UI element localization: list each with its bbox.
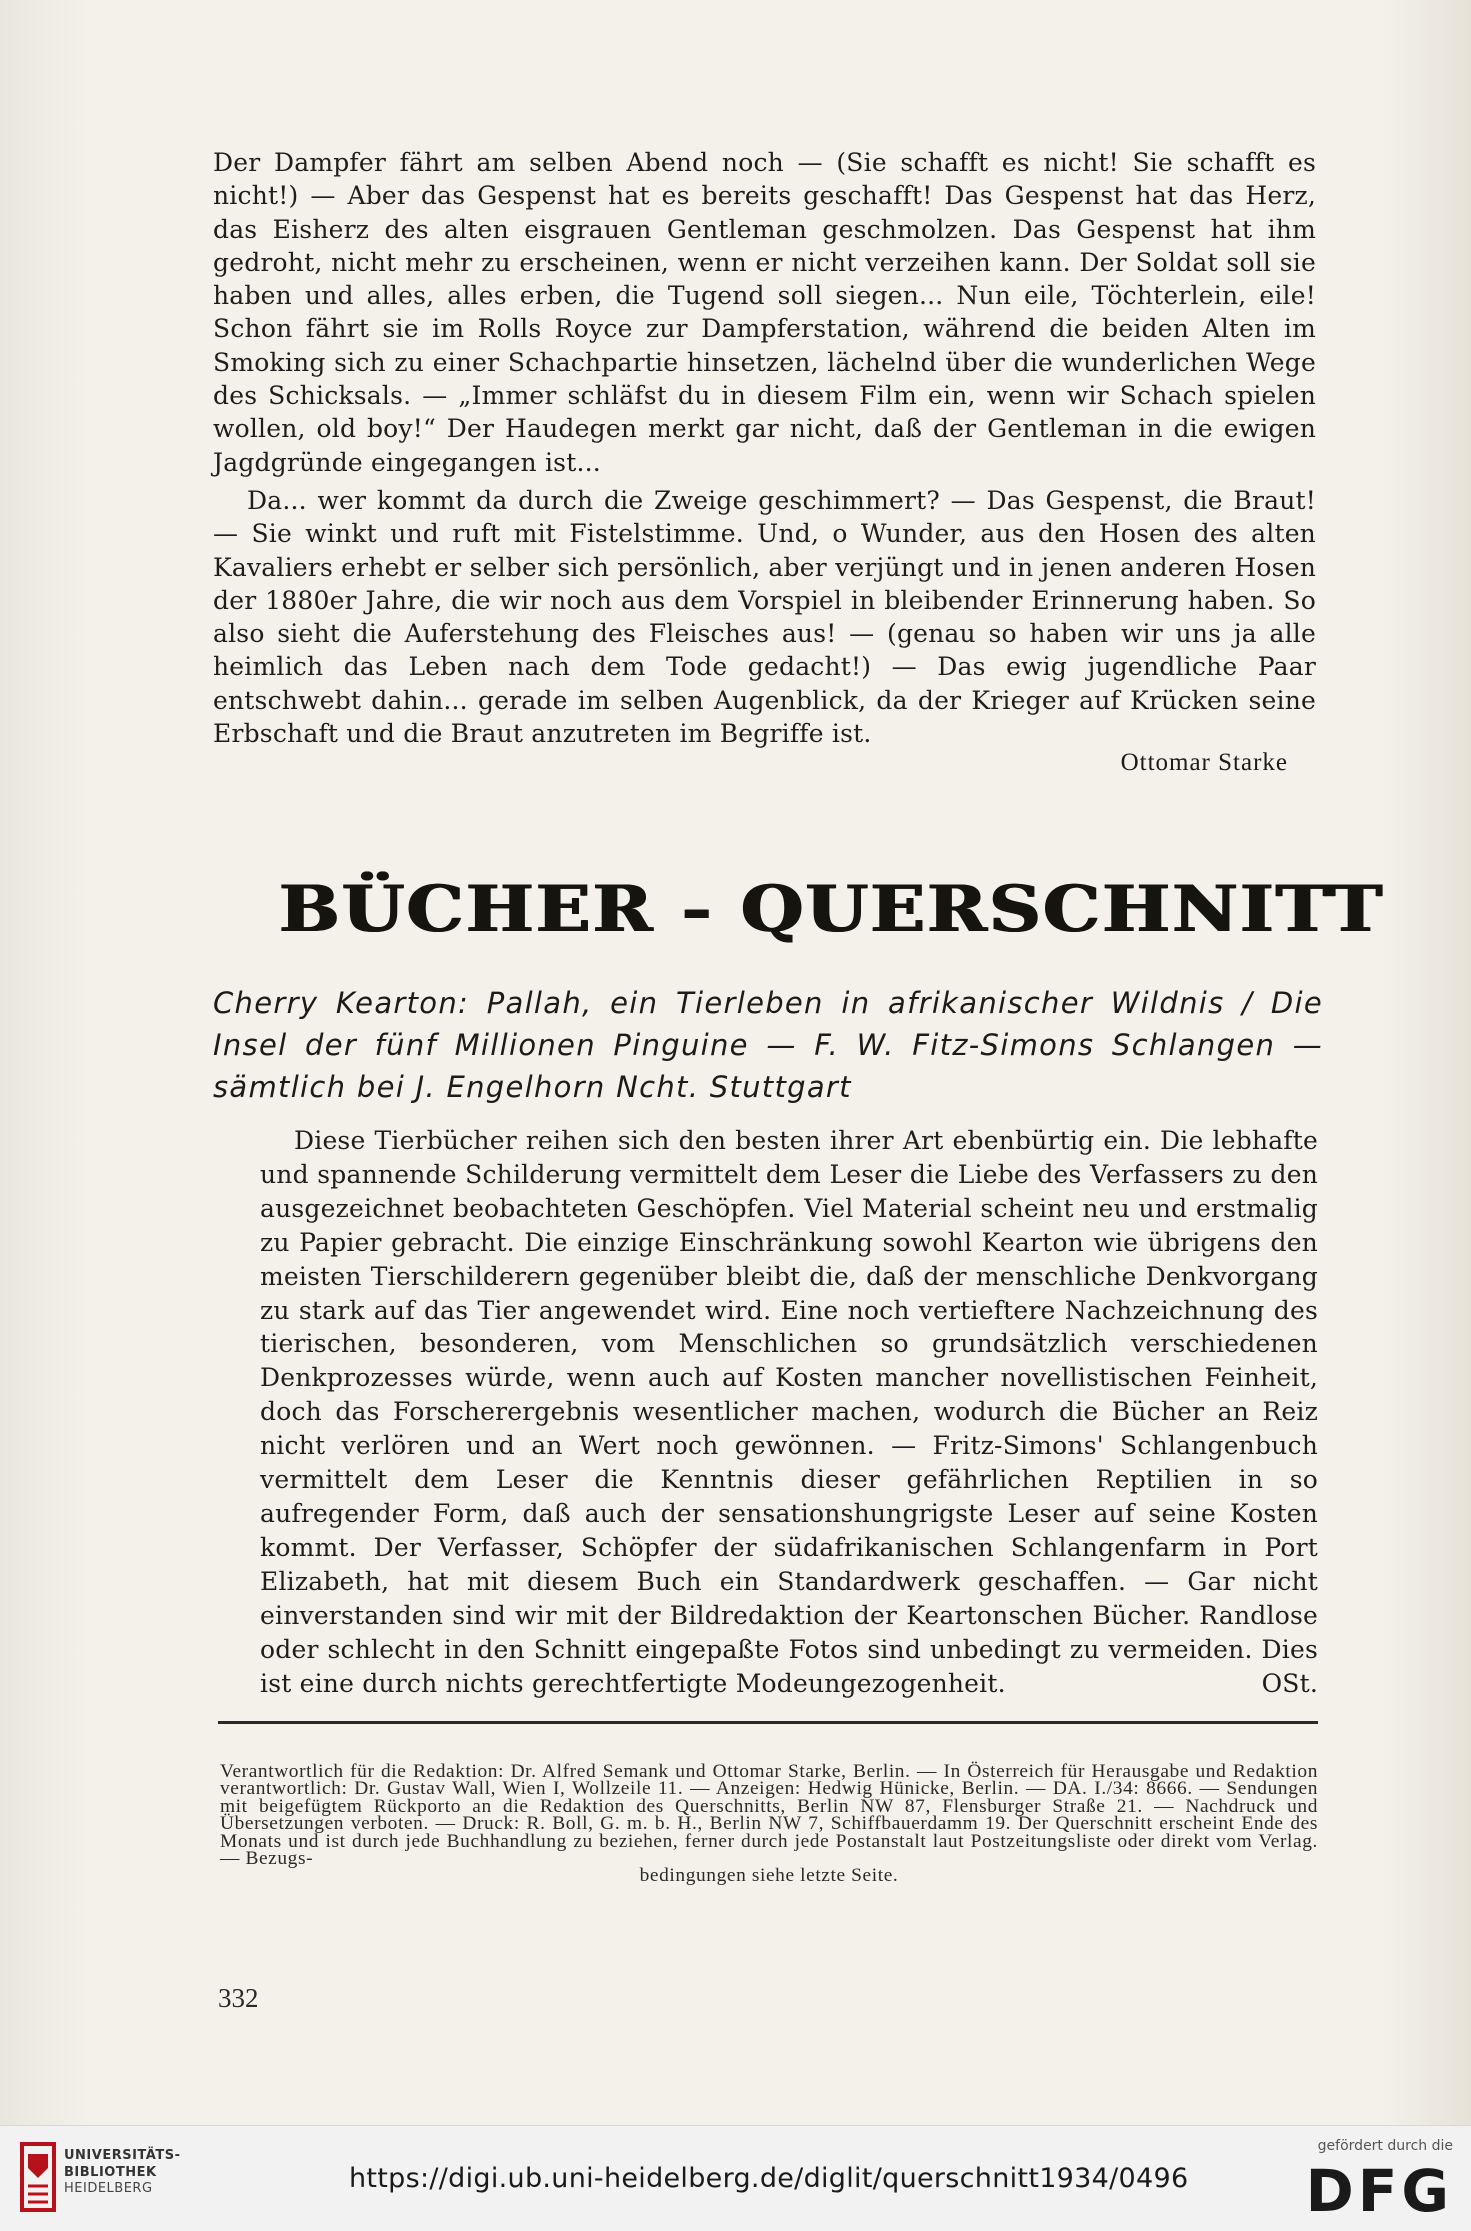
imprint bbox=[220, 1763, 1318, 1885]
permalink-url[interactable]: https://digi.ub.uni-heidelberg.de/diglit/querschnitt1934/0496 bbox=[349, 2163, 1189, 2194]
article-paragraph-1: Der Dampfer fährt am selben Abend noch — (Sie schafft es nicht! Sie schafft es nicht!) — Aber das Gespenst hat es bereits geschafft! Das Gespenst hat das Herz, das Eisherz des alten eisgrauen Gentleman geschmolzen. Das Gespenst hat ihm gedroht, nicht mehr zu erscheinen, wenn er nicht verzeihen kann. Der Soldat soll sie haben und alles, alles erben, die Tugend soll siegen... Nun eile, Töchterlein, eile! Schon fährt sie im Rolls Royce zur Dampferstation, während die beiden Alten im Smoking sich zu einer Schachpartie hinsetzen, lächelnd über die wunderlichen Wege des Schicksals. — „Immer schläfst du in diesem Film ein, wenn wir Schach spielen wollen, old boy!“ Der Haudegen merkt gar nicht, daß der Gentleman in die ewigen Jagdgründe eingegangen ist... bbox=[213, 148, 1316, 477]
review-body-text: Diese Tierbücher reihen sich den besten ihrer Art ebenbürtig ein. Die lebhafte und spannende Schilderung vermittelt dem Leser die Liebe des Verfassers zu den ausgezeichnet beobachteten Geschöpfen. Viel Material scheint neu und erstmalig zu Papier gebracht. Die einzige Einschränkung sowohl Kearton wie übrigens den meisten Tierschilderern gegenüber bleibt die, daß der menschliche Denkvorgang zu stark auf das Tier angewendet wird. Eine noch vertieftere Nachzeichnung des tierischen, besonderen, vom Menschlichen so grundsätzlich verschiedenen Denkprozesses würde, wenn auch auf Kosten mancher novellistischen Feinheit, doch das Forscherergebnis wesentlicher machen, wodurch die Bücher an Reiz nicht verlören und an Wert noch gewönnen. — Fritz-Simons' Schlangenbuch vermittelt dem Leser die Kenntnis dieser gefährlichen Reptilien in so aufregender Form, daß auch der sensationshungrigste Leser auf seine Kosten kommt. Der Verfasser, Schöpfer der südafrikanischen Schlangenfarm in Port Elizabeth, hat mit diesem Buch ein Standardwerk geschaffen. — Gar nicht einverstanden sind wir mit der Bildredaktion der Keartonschen Bücher. Randlose oder schlecht in den Schnitt eingepaßte Fotos sind unbedingt zu vermeiden. Dies ist eine durch nichts gerechtfertigte Modeungezogenheit. bbox=[260, 1126, 1318, 1698]
review-body bbox=[260, 1124, 1318, 1700]
library-name bbox=[64, 2148, 180, 2198]
section-title: BÜCHER - QUERSCHNITT bbox=[279, 872, 1385, 947]
imprint-divider bbox=[218, 1721, 1318, 1724]
article-paragraph-2: Da... wer kommt da durch die Zweige geschimmert? — Das Gespenst, die Braut! — Sie winkt und ruft mit Fistelstimme. Und, o Wunder, aus den Hosen des alten Kavaliers erhebt er selber sich persönlich, aber verjüngt und in jenen anderen Hosen der 1880er Jahre, die wir noch aus dem Vorspiel in bleibender Erinnerung haben. So also sieht die Auferstehung des Fleisches aus! — (genau so haben wir uns ja alle heimlich das Leben nach dem Tode gedacht!) — Das ewig jugendliche Paar entschwebt dahin... gerade im selben Augenblick, da der Krieger auf Krücken seine Erbschaft und die Braut anzutreten im Begriffe ist. bbox=[213, 486, 1316, 749]
university-seal-icon bbox=[18, 2138, 58, 2216]
imprint-last-line: bedingungen siehe letzte Seite. bbox=[639, 1865, 899, 1887]
review-signature: OSt. bbox=[1261, 1668, 1318, 1698]
article-signature: Ottomar Starke bbox=[1120, 749, 1288, 776]
library-line-1: UNIVERSITÄTS- bbox=[64, 2148, 181, 2163]
imprint-text: Verantwortlich für die Redaktion: Dr. Alfred Semank und Ottomar Starke, Berlin. — In Österreich für Herausgabe und Redaktion verantwortlich: Dr. Gustav Wall, Wien I, Wollzeile 11. — Anzeigen: Hedwig Hünicke, Berlin. — DA. I./34: 8666. — Sendungen mit beigefügtem Rückporto an die Redaktion des Querschnitts, Berlin NW 87, Flensburger Straße 21. — Nachdruck und Übersetzungen verboten. — Druck: R. Boll, G. m. b. H., Berlin NW 7, Schiffbauerdamm 19. Der Querschnitt erscheint Ende des Monats und ist durch jede Buchhandlung zu beziehen, ferner durch jede Postanstalt laut Postzeitungsliste oder direkt vom Verlag. — Bezugs- bbox=[220, 1761, 1318, 1870]
library-line-2: BIBLIOTHEK bbox=[64, 2164, 157, 2180]
dfg-logo: DFG bbox=[1305, 2157, 1453, 2225]
funded-by-label: gefördert durch die bbox=[1317, 2138, 1453, 2154]
viewer-footer bbox=[0, 2125, 1471, 2231]
page-number: 332 bbox=[218, 1983, 259, 2013]
library-line-3: HEIDELBERG bbox=[64, 2181, 153, 2196]
review-heading: Cherry Kearton: Pallah, ein Tierleben in afrikanischer Wildnis / Die Insel der fünf Millionen Pinguine — F. W. Fitz-Simons Schlangen — sämtlich bei J. Engelhorn Ncht. Stuttgart bbox=[213, 986, 1323, 1104]
